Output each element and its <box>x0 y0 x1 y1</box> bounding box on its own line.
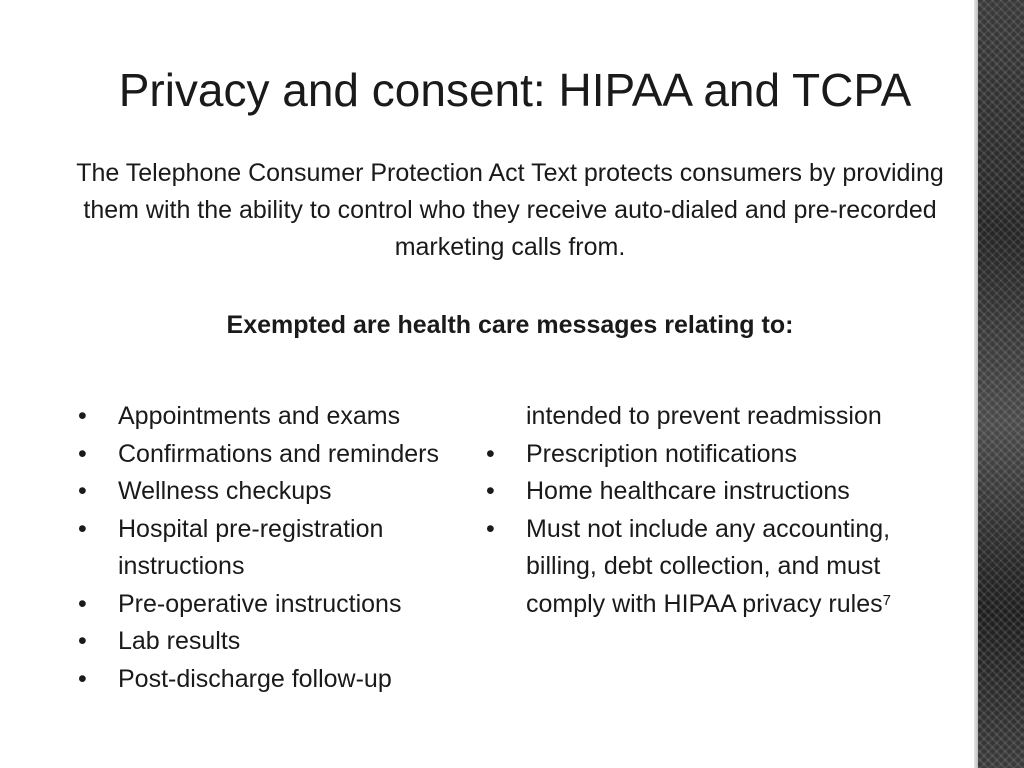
footnote-reference: 7 <box>882 591 891 609</box>
left-bullet-list <box>78 398 458 698</box>
list-item <box>78 436 458 474</box>
list-item <box>486 473 896 511</box>
list-item <box>78 473 458 511</box>
list-item-text: Wellness checkups <box>118 477 332 505</box>
list-item-text: Confirmations and reminders <box>118 439 439 468</box>
bullet-icon: • <box>486 477 495 505</box>
list-item-text: Lab results <box>118 627 241 655</box>
list-item-text: Post-discharge follow-up <box>118 664 392 693</box>
list-item <box>78 511 458 586</box>
list-item-text: Must not include any accounting, billing, debt collection, and must comply with HIPAA privacy rules <box>526 514 891 618</box>
bullet-icon: • <box>78 477 87 505</box>
list-item <box>78 623 458 661</box>
slide-title: Privacy and consent: HIPAA and TCPA <box>118 64 912 116</box>
list-item-text: Hospital pre-registration instructions <box>118 514 384 580</box>
list-item-text: Prescription notifications <box>526 439 797 468</box>
intro-paragraph: The Telephone Consumer Protection Act Text protects consumers by providing them with the ability to control who they receive auto-dialed and pre-recorded marketing calls from. <box>76 159 944 261</box>
list-item-text: Pre-operative instructions <box>118 589 402 618</box>
bullet-icon: • <box>486 514 495 543</box>
bullet-icon: • <box>78 627 87 655</box>
decorative-side-border <box>978 0 1024 768</box>
list-item-text: intended to prevent readmission <box>526 402 882 430</box>
bullet-icon: • <box>78 439 87 468</box>
bullet-icon: • <box>486 439 495 468</box>
exempt-heading: Exempted are health care messages relating to: <box>226 311 794 339</box>
list-item-text: Appointments and exams <box>118 402 401 430</box>
list-item-text: Home healthcare instructions <box>526 477 850 505</box>
right-bullet-list <box>486 398 896 623</box>
list-item <box>486 511 896 624</box>
list-item-continuation <box>486 398 896 436</box>
bullet-icon: • <box>78 514 87 543</box>
bullet-icon: • <box>78 664 87 693</box>
list-item <box>486 436 896 474</box>
list-item <box>78 661 458 699</box>
list-item <box>78 398 458 436</box>
list-item <box>78 586 458 624</box>
bullet-icon: • <box>78 402 87 430</box>
bullet-icon: • <box>78 589 87 618</box>
